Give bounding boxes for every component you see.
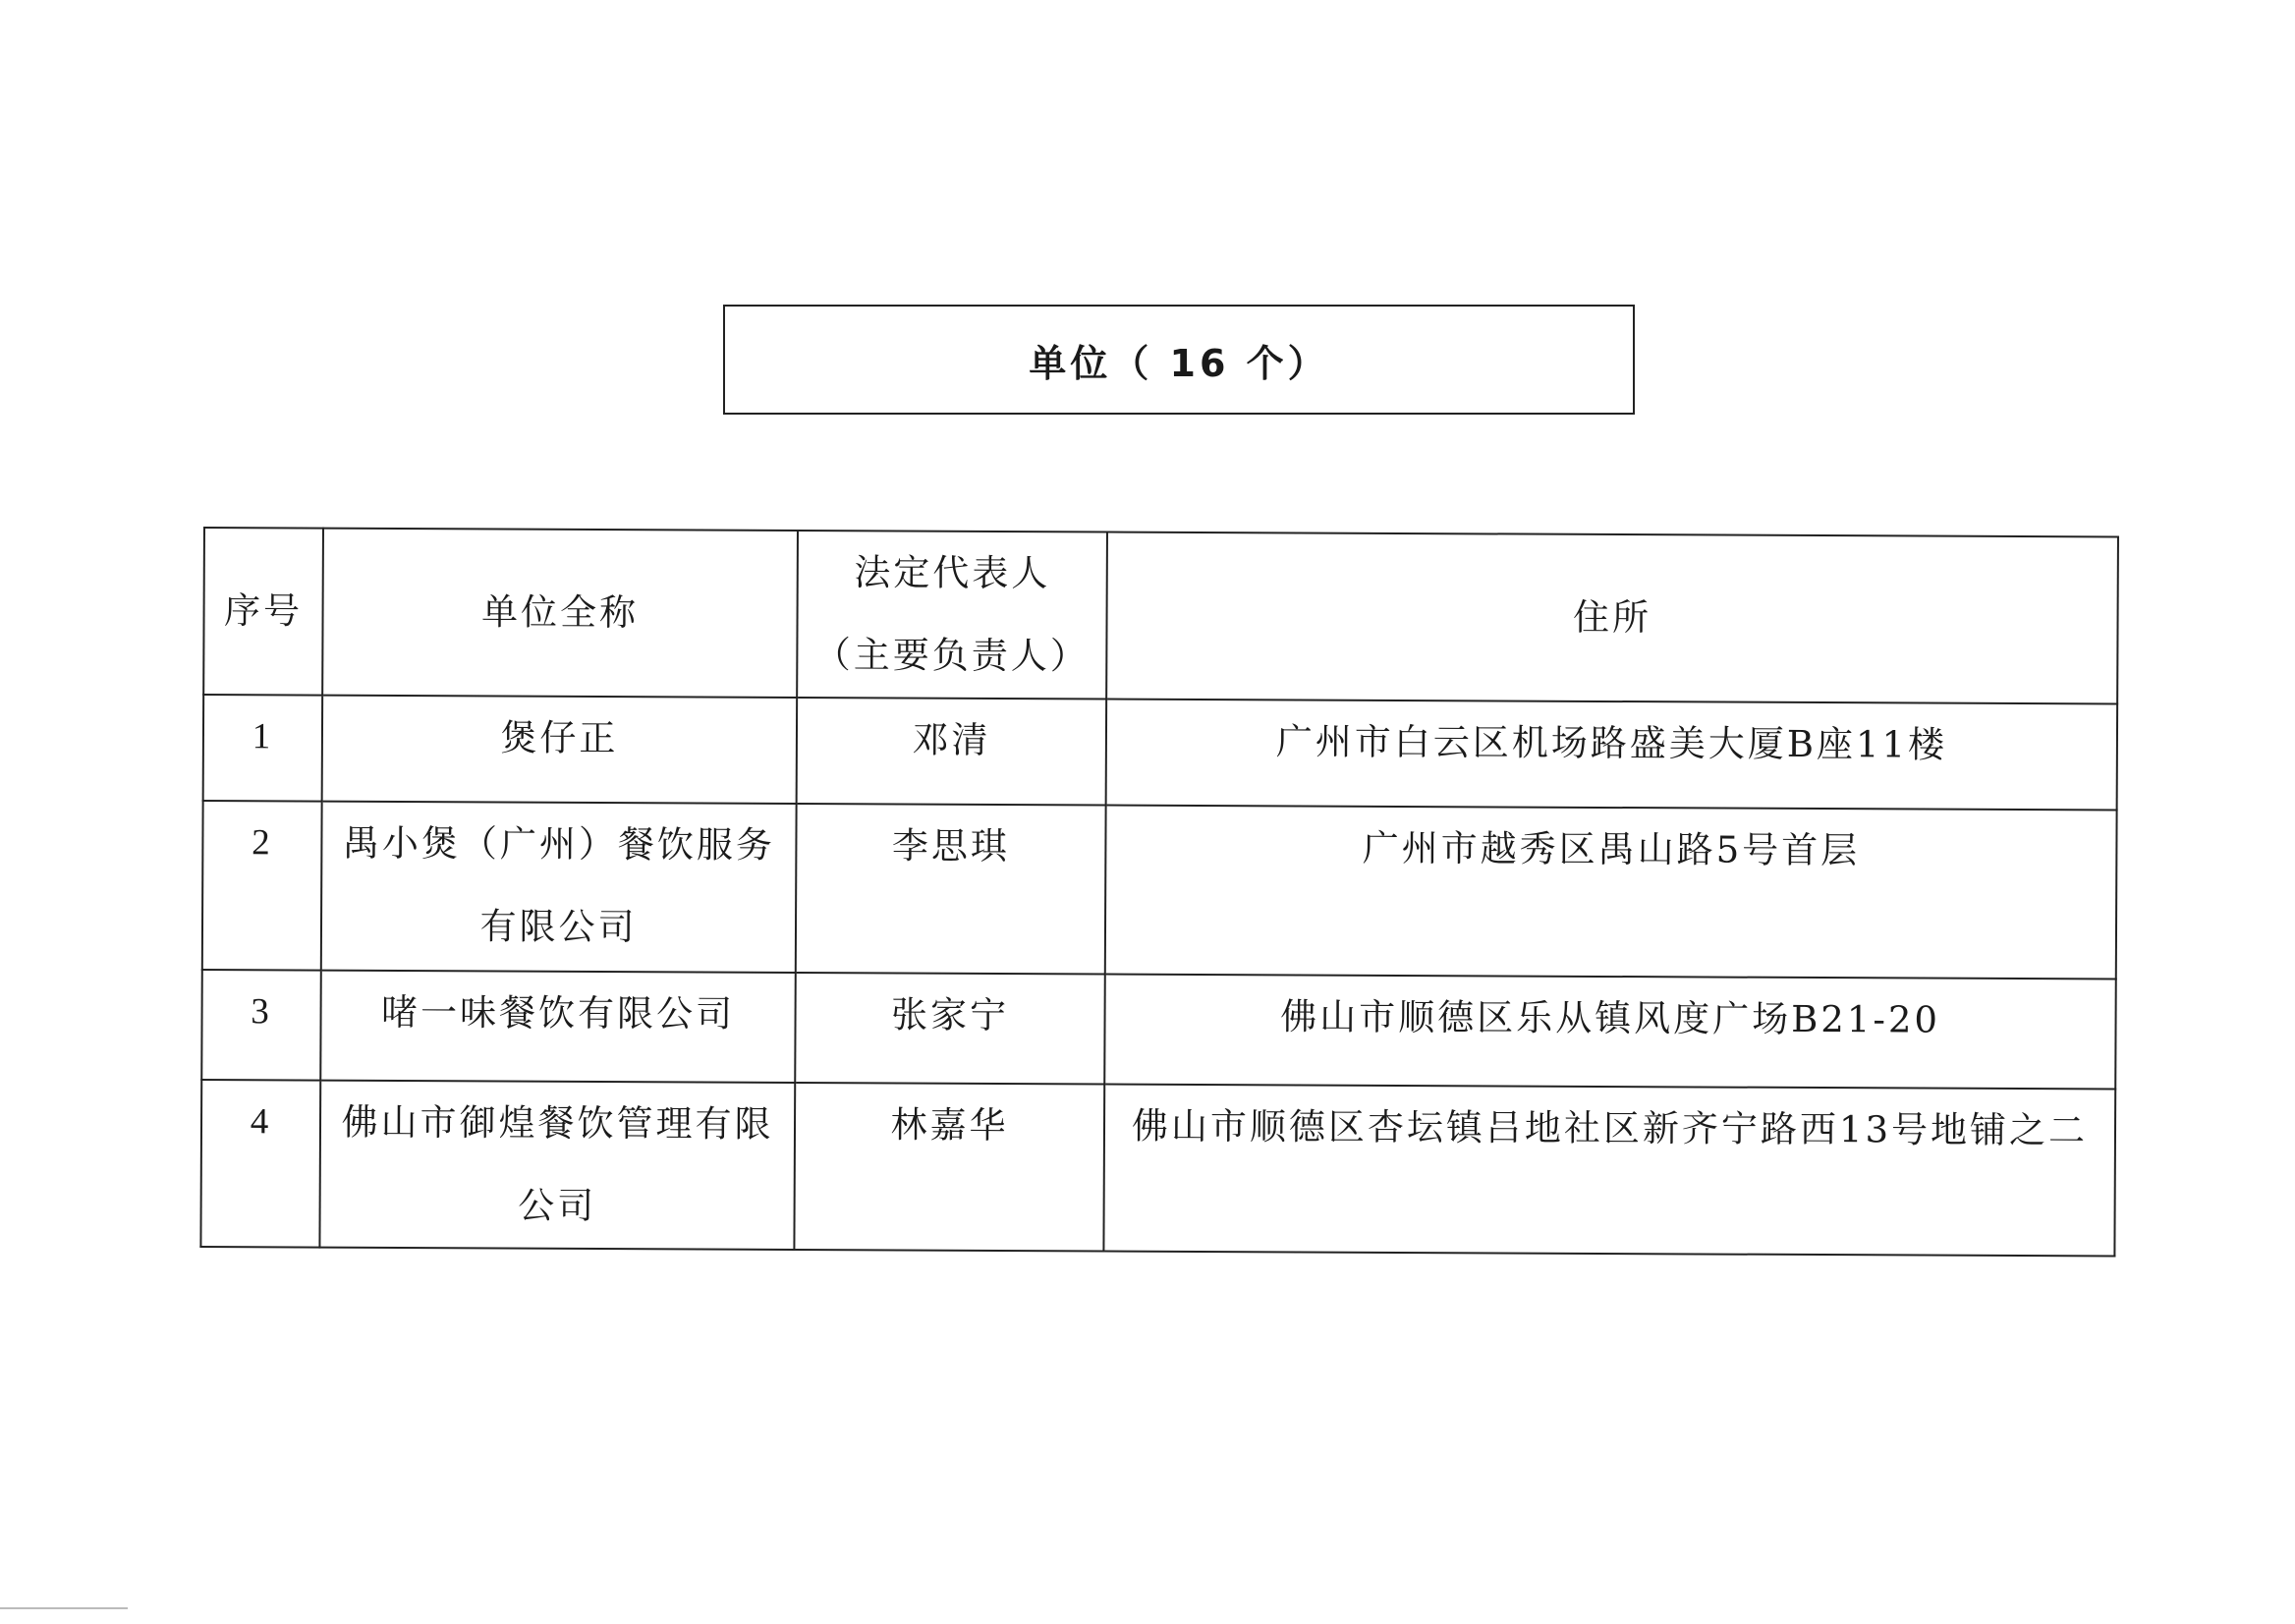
page-title: 单位（ 16 个） xyxy=(723,305,1635,415)
header-seq: 序号 xyxy=(203,528,323,696)
table-row xyxy=(200,1080,2115,1257)
cell-address: 佛山市顺德区乐从镇风度广场B21-20 xyxy=(1104,974,2116,1089)
cell-address: 广州市白云区机场路盛美大厦B座11楼 xyxy=(1106,699,2118,810)
cell-seq: 1 xyxy=(203,695,323,802)
cell-rep: 李思琪 xyxy=(796,804,1106,975)
header-name: 单位全称 xyxy=(322,529,798,698)
cell-rep: 林嘉华 xyxy=(794,1083,1104,1252)
scan-edge-line xyxy=(0,1607,128,1609)
cell-name: 禺小煲（广州）餐饮服务有限公司 xyxy=(321,802,797,973)
cell-address: 佛山市顺德区杏坛镇吕地社区新齐宁路西13号地铺之二 xyxy=(1103,1084,2115,1256)
cell-seq: 2 xyxy=(202,801,322,971)
cell-seq: 3 xyxy=(201,970,321,1081)
header-address: 住所 xyxy=(1106,532,2118,703)
cell-name: 佛山市御煌餐饮管理有限公司 xyxy=(319,1081,795,1250)
table-row xyxy=(201,970,2116,1090)
cell-rep: 邓清 xyxy=(797,698,1107,806)
cell-name: 啫一味餐饮有限公司 xyxy=(320,971,796,1083)
table-row xyxy=(203,695,2118,811)
cell-name: 煲仔正 xyxy=(322,696,798,804)
cell-rep: 张家宁 xyxy=(795,973,1105,1085)
cell-address: 广州市越秀区禺山路5号首层 xyxy=(1105,805,2117,979)
table-header-row xyxy=(203,528,2118,704)
header-rep-line1: 法定代表人 xyxy=(854,551,1051,595)
header-rep xyxy=(797,531,1107,700)
cell-seq: 4 xyxy=(200,1080,320,1248)
header-rep-line2: （主要负责人） xyxy=(813,634,1090,678)
table-row xyxy=(202,801,2117,980)
units-table xyxy=(199,527,2119,1258)
